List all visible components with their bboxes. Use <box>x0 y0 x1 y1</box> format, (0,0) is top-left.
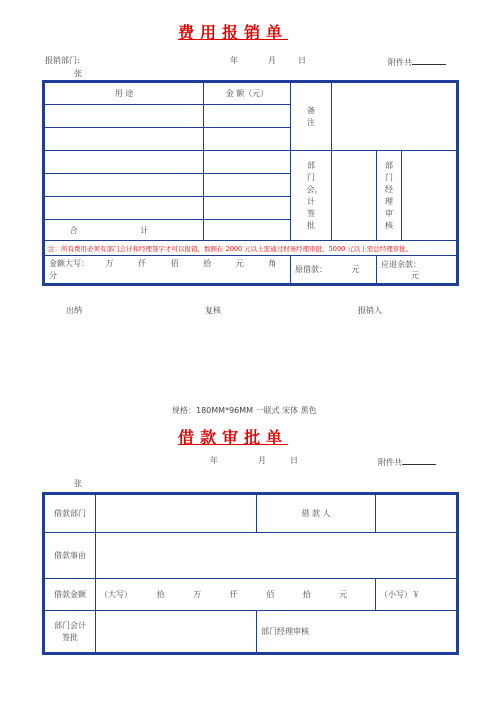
borrower-field[interactable] <box>376 495 457 533</box>
day-label: 日 <box>298 56 306 65</box>
year-label: 年 <box>230 56 238 65</box>
reimbursement-table <box>44 82 457 284</box>
dept-manager-label <box>377 151 402 241</box>
reimburse-note: 注：所有费用必须有部门会计和经理签字才可以报销，数额在 2000 元以上需通过财务经理审批，5000 元以上需总经理审批。 <box>45 241 457 256</box>
unit-bai: 佰 <box>170 258 179 268</box>
original-loan-cell[interactable] <box>291 256 377 284</box>
spec-text: 规格：180MM*96MM 一联式 宋体 黑色 <box>172 406 317 415</box>
unit-yuan: 元 <box>235 258 244 268</box>
amount-cell[interactable] <box>204 128 291 151</box>
purpose-cell[interactable] <box>45 197 204 220</box>
dept-manager-label-2: 部门经理审核 <box>261 627 309 636</box>
borrower-label: 借 款 人 <box>257 495 376 533</box>
dept-accounting-label-2 <box>45 611 96 653</box>
remarks-label <box>291 83 332 151</box>
unit-yuan-2: 元 <box>339 590 348 599</box>
original-loan-label: 原借款： <box>295 265 327 274</box>
refund-label: 应退余款： <box>381 259 421 269</box>
dept-accounting-label <box>291 151 332 241</box>
loan-reason-field[interactable] <box>96 533 457 579</box>
attachments-blank[interactable] <box>412 55 446 65</box>
loan-amount-label: 借款金额 <box>45 579 96 611</box>
purpose-cell[interactable] <box>45 151 204 174</box>
unit-shi: 拾 <box>203 258 212 268</box>
unit-wan-2: 万 <box>193 590 202 599</box>
form1-title: 费用报销单 <box>178 23 289 42</box>
col-amount-header: 金 额（元） <box>204 83 291 105</box>
unit-bai-2: 佰 <box>266 590 275 599</box>
dept-manager-cell-2[interactable] <box>257 611 457 653</box>
attachments-text-2: 附件共 <box>378 458 402 467</box>
original-loan-yuan: 元 <box>351 265 360 274</box>
col-purpose-header: 用 途 <box>45 83 204 105</box>
dept-accounting-text: 部门会，计签批 <box>306 160 323 230</box>
loan-reason-label: 借款事由 <box>45 533 96 579</box>
amount-cell[interactable] <box>204 151 291 174</box>
dept-accounting-field-2[interactable] <box>96 611 257 653</box>
dept-manager-text: 部门经理审核 <box>385 160 394 230</box>
upper-label: （大写） <box>100 590 132 599</box>
unit-qian: 仟 <box>138 258 147 268</box>
reimburse-dept-label: 报销部门: <box>45 56 80 65</box>
purpose-cell[interactable] <box>45 174 204 197</box>
purpose-cell[interactable] <box>45 128 204 151</box>
loan-amount-upper-field[interactable] <box>96 579 376 611</box>
dept-accounting-sign-field[interactable] <box>332 151 377 241</box>
reviewer-label: 复核 <box>205 306 221 315</box>
unit-qian-2: 仟 <box>229 590 238 599</box>
attachments-label <box>388 55 446 68</box>
month-label-2: 月 <box>258 456 266 465</box>
amount-cell[interactable] <box>204 197 291 220</box>
total-amount-cell[interactable] <box>204 220 291 241</box>
total-label: 合 计 <box>45 220 204 241</box>
refund-yuan: 元 <box>411 270 419 280</box>
claimant-label: 报销人 <box>358 306 382 315</box>
dept-manager-sign-field[interactable] <box>402 151 457 241</box>
loan-dept-field[interactable] <box>96 495 257 533</box>
purpose-cell[interactable] <box>45 105 204 128</box>
refund-cell[interactable] <box>377 256 457 284</box>
loan-approval-table <box>44 494 457 653</box>
amount-upper-label: 金额大写： <box>49 258 89 268</box>
lower-label: （小写）￥ <box>380 590 420 599</box>
unit-fen: 分 <box>49 270 57 280</box>
dept-accounting-text-2: 部门会计签批 <box>54 620 86 642</box>
cashier-label: 出纳 <box>66 306 82 315</box>
form2-title: 借款审批单 <box>178 428 289 447</box>
amount-cell[interactable] <box>204 105 291 128</box>
sheets-label: 张 <box>74 69 82 78</box>
unit-shi-2: 拾 <box>302 590 311 599</box>
unit-jiao: 角 <box>268 258 277 268</box>
attachments-blank-2[interactable] <box>402 455 436 465</box>
remarks-field[interactable] <box>332 83 457 151</box>
unit-wan: 万 <box>105 258 114 268</box>
attachments-label-2 <box>378 455 436 468</box>
unit-shi-wan: 拾 <box>156 590 165 599</box>
amount-cell[interactable] <box>204 174 291 197</box>
loan-dept-label: 借款部门 <box>45 495 96 533</box>
year-label-2: 年 <box>210 456 218 465</box>
remarks-text: 备注 <box>307 105 315 127</box>
sheets-label-2: 张 <box>74 479 82 488</box>
amount-upper-row[interactable] <box>45 256 291 284</box>
loan-amount-lower-field[interactable] <box>376 579 457 611</box>
attachments-text: 附件共 <box>388 58 412 67</box>
month-label: 月 <box>268 56 276 65</box>
day-label-2: 日 <box>290 456 298 465</box>
